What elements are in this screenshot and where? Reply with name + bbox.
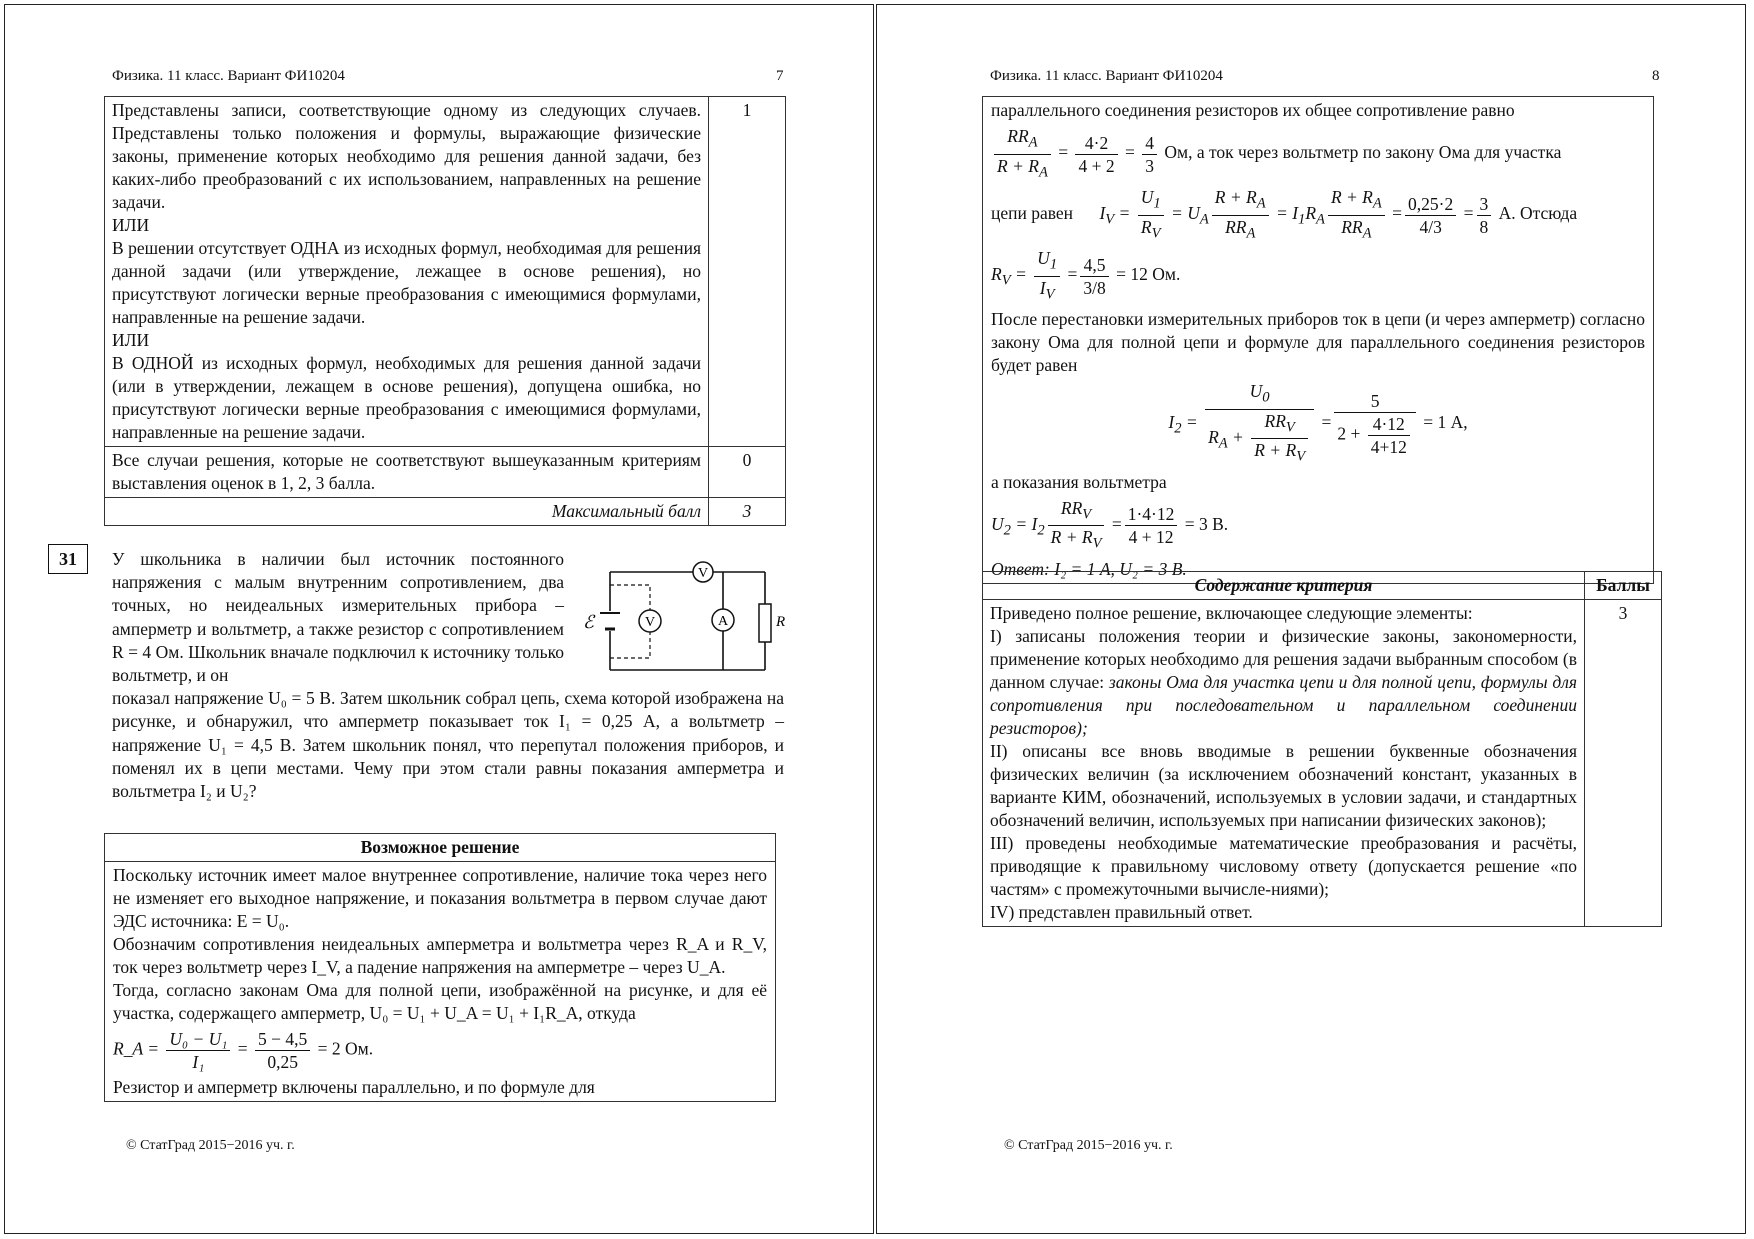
solution-table: [104, 833, 776, 1102]
ammeter-icon: [712, 609, 734, 631]
solution-paragraph-voltmeter: а показания вольтметра: [991, 471, 1167, 492]
criteria-line: IV) представлен правильный ответ.: [990, 902, 1253, 922]
equation-I2: $I_2$ = $U_0$ $R_A$ + $\frac{RR_V}{R + R_V}$ = 5 2 + $\frac{4\cdot 12}{4+12}$ = 1 А,: [1168, 381, 1468, 465]
solution-title: Возможное решение: [105, 834, 776, 862]
battery-icon: [600, 613, 620, 629]
criteria-text-1: [105, 97, 709, 447]
task-text-part2: показал напряжение U₀ = 5 В. Затем школьник собрал цепь, схема которой изображена на рисунке, и обнаружил, что амперметр показывает ток I₁ = 0,25 А, а вольтметр – напряжение U₁ = 4,5 В. Затем школьник понял, что перепутал положения приборов, и поменял их в цепи местами. Чему при этом стали равны показания амперметра и вольтметра I₂ и U₂?: [112, 688, 784, 802]
max-score-row: [105, 498, 786, 526]
criteria-text-0: Все случаи решения, которые не соответствуют вышеуказанным критериям выставления оценок в 1, 2, 3 балла.: [105, 447, 709, 498]
voltmeter-dashed-label: V: [644, 615, 656, 630]
voltmeter-dashed-icon: [639, 610, 661, 632]
equation-RA: R_A = $\frac{\text{U₀ − U₁}}{\text{I₁}}$ = $\frac{5 - 4,5}{0,25}$ = 2 Ом.: [113, 1029, 374, 1072]
criteria-paragraph: Представлены записи, соответствующие одному из следующих случаев. Представлены только положения и формулы, выражающие физические законы, применение которых необходимо для решения данной задачи, без каких-либо преобразований с их использованием, направленных на решение задачи.: [112, 100, 701, 212]
criteria-paragraph: ИЛИ: [112, 215, 150, 235]
criteria-line: I) записаны положения теории и физические законы, закономерности, применение которых необходимо для решения задачи выбранным способом (в данном случае: законы Ома для участка цепи и для полной цепи, формулы для сопротивления при последовательном и параллельном соединении резисторов);: [990, 626, 1577, 738]
resistor-label: R: [776, 614, 786, 630]
task-number: 31: [48, 544, 88, 574]
criteria-table-continued: [104, 96, 786, 526]
equation-parallel: $\frac{RR_A}{R + R_A}$ = $\frac{4\cdot 2}{4 + 2}$ = $\frac{4}{3}$ Ом, а ток через вольтметр по закону Ома для участка: [991, 125, 1645, 183]
right-page-number: 8: [1652, 68, 1660, 84]
criteria-score-0: 0: [709, 447, 786, 498]
emf-label: ℰ: [583, 612, 594, 632]
left-page-number: 7: [776, 68, 784, 84]
criteria-full-text: [983, 600, 1585, 927]
right-footer: © СтатГрад 2015−2016 уч. г.: [1004, 1138, 1173, 1153]
equation-U2: $U_2 = I_2$ $\frac{RR_V}{R + R_V}$ = $\frac{1\cdot 4\cdot 12}{4 + 12}$ = 3 В.: [991, 497, 1229, 552]
solution-body-right: [983, 97, 1654, 584]
full-criteria-table: [982, 571, 1662, 927]
criteria-paragraph: В ОДНОЙ из исходных формул, необходимых для решения данной задачи (или в утверждении, лежащем в основе решения), допущена ошибка, но присутствуют логически верные преобразования с имеющимися формулами, направленные на решение задачи.: [112, 353, 701, 442]
left-page-header: Физика. 11 класс. Вариант ФИ10204: [112, 68, 345, 84]
solution-table-continued: [982, 96, 1654, 584]
task-text-part1: У школьника в наличии был источник постоянного напряжения с малым внутренним сопротивлением, два точных, но неидеальных измерительных прибора – амперметр и вольтметр, а также резистор с сопротивлением R = 4 Ом. Школьник вначале подключил к источнику только вольтметр, и он: [112, 549, 564, 686]
criteria-row-0: [105, 447, 786, 498]
answer-line: Ответ: I₂ = 1 А, U₂ = 3 В.: [991, 558, 1187, 579]
solution-body-left: [105, 862, 776, 1102]
solution-paragraph-2: Обозначим сопротивления неидеальных амперметра и вольтметра через R_A и R_V, ток через вольтметр через I_V, а падение напряжения на амперметре – через U_A.: [113, 934, 767, 977]
resistor-icon: [759, 604, 785, 642]
equation-IV: цепи равен $I_V$ = $\frac{U_1}{R_V}$ = $U_A$ $\frac{R + R_A}{RR_A}$ = $I_1R_A$ $\frac{R + R_A}{RR_A}$ = $\frac{0,25\cdot 2}{4/3}$ = $\frac{3}{8}$ А. Отсюда: [991, 187, 1578, 241]
left-footer: © СтатГрад 2015−2016 уч. г.: [126, 1138, 295, 1153]
ammeter-label: A: [717, 614, 729, 629]
solution-paragraph-3: Тогда, согласно законам Ома для полной цепи, изображённой на рисунке, и для её участка, содержащего амперметр, U₀ = U₁ + U_A = U₁ + I₁R_A, откуда: [113, 980, 767, 1023]
criteria-row-1: [105, 97, 786, 447]
criteria-line: II) описаны все вновь вводимые в решении буквенные обозначения физических величин (за исключением обозначений констант, указанных в варианте КИМ, обозначений, используемых в условии задачи, и стандартных обозначений величин, используемых при написании физических законов);: [990, 741, 1577, 830]
solution-paragraph-4: Резистор и амперметр включены параллельно, и по формуле для: [113, 1077, 595, 1097]
circuit-diagram: [580, 558, 790, 684]
criteria-line: III) проведены необходимые математические преобразования и расчёты, приводящие к правильному числовому ответу (допускается решение «по частям» с промежуточными вычисле-ниями);: [990, 833, 1577, 899]
criteria-paragraph: ИЛИ: [112, 330, 150, 350]
criteria-header: Содержание критерия: [983, 572, 1585, 600]
max-score-value: 3: [709, 498, 786, 526]
right-page-header: Физика. 11 класс. Вариант ФИ10204: [990, 68, 1223, 84]
criteria-full-score: 3: [1585, 600, 1662, 927]
voltmeter-top-label: V: [697, 566, 709, 581]
max-score-label: Максимальный балл: [105, 498, 709, 526]
solution-paragraph-1: Поскольку источник имеет малое внутреннее сопротивление, наличие тока через него не изменяет его выходное напряжение, и показания вольтметра в первом случае дают ЭДС источника: E = U₀.: [113, 865, 767, 931]
voltmeter-top-icon: [693, 562, 713, 582]
solution-paragraph-swap: После перестановки измерительных приборов ток в цепи (и через амперметр) согласно закону Ома для полной цепи и формуле для параллельного соединения резисторов будет равен: [991, 309, 1645, 375]
equation-RV: $R_V$ = $\frac{U_1}{I_V}$ = $\frac{4,5}{3/8}$ = 12 Ом.: [991, 248, 1181, 302]
points-header: Баллы: [1585, 572, 1662, 600]
criteria-line: Приведено полное решение, включающее следующие элементы:: [990, 603, 1473, 623]
criteria-paragraph: В решении отсутствует ОДНА из исходных формул, необходимая для решения данной задачи (или утверждение, лежащее в основе решения), но присутствуют логически верные преобразования с имеющимися формулами, направленные на решение задачи.: [112, 238, 701, 327]
solution-line-1: параллельного соединения резисторов их общее сопротивление равно: [991, 100, 1515, 120]
criteria-score-1: 1: [709, 97, 786, 447]
